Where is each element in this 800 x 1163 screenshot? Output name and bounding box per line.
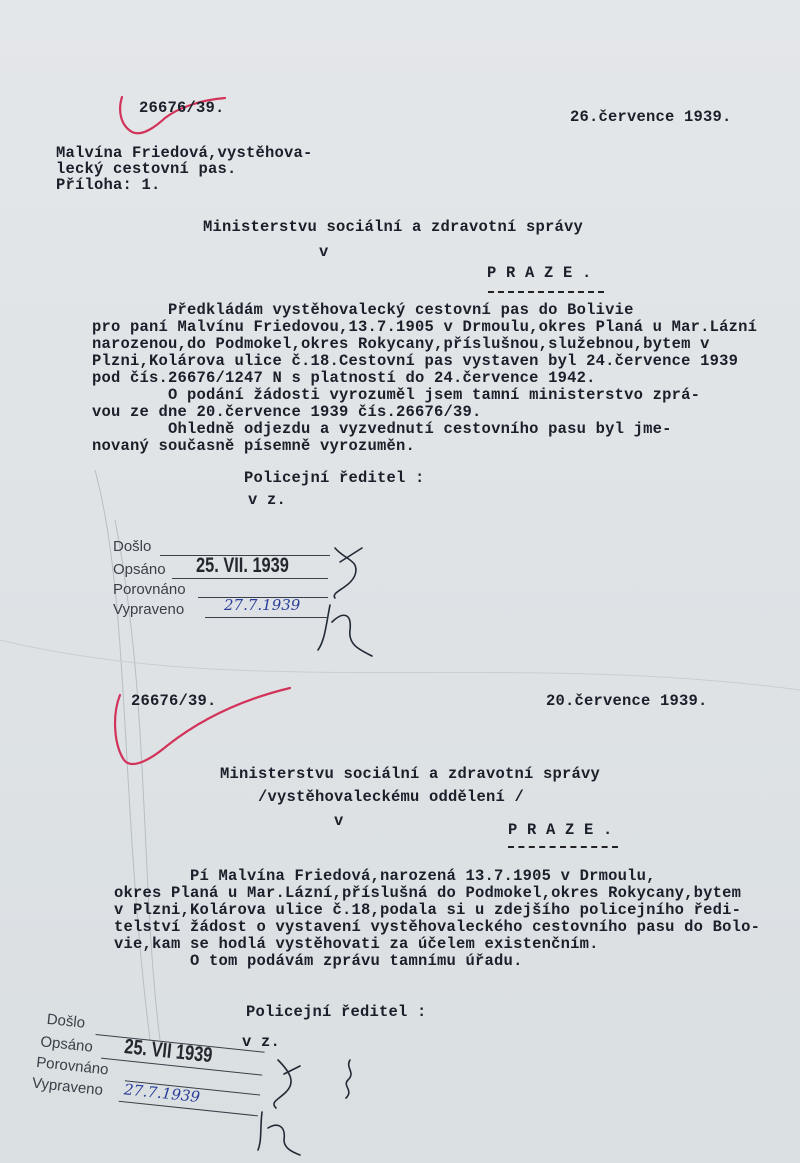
body-line: Předkládám vystěhovalecký cestovní pas do Bolivie (92, 301, 634, 319)
city-underline (508, 846, 618, 848)
handwritten-dispatch-date: 27.7.1939 (224, 596, 301, 614)
body-line: pro paní Malvínu Friedovou,13.7.1905 v Drmoulu,okres Planá u Mar.Lázní (92, 318, 758, 336)
body-line: okres Planá u Mar.Lázní,příslušná do Podmokel,okres Rokycany,bytem (114, 884, 742, 902)
letter2-v: v (334, 812, 344, 830)
body-line: telství žádost o vystavení vystěhovaleckého cestovního pasu do Bolo- (114, 918, 761, 936)
letter1-vz: v z. (248, 491, 287, 509)
initials-5 (346, 1060, 351, 1098)
stamp-label-vypraveno: Vypraveno (31, 1074, 104, 1099)
stamp-line (172, 578, 328, 579)
stamp-label-opsano: Opsáno (113, 561, 166, 578)
letter1-city: P R A Z E . (487, 264, 592, 282)
stamp-label-opsano: Opsáno (39, 1033, 94, 1056)
attachment-line: Příloha: 1. (56, 176, 161, 194)
body-line: vie,kam se hodlá vystěhovati za účelem existenčním. (114, 935, 599, 953)
body-line: narozenou,do Podmokel,okres Rokycany,příslušnou,služebnou,bytem v (92, 335, 710, 353)
body-line: Ohledně odjezdu a vyzvednutí cestovního pasu byl jme- (92, 420, 672, 438)
stamp-label-porovnano: Porovnáno (113, 581, 186, 598)
letter1-addressee: Ministerstvu sociální a zdravotní správy (203, 218, 584, 236)
letter2-addressee: Ministerstvu sociální a zdravotní správy (220, 765, 601, 783)
letter2-signature-title: Policejní ředitel : (246, 1003, 427, 1021)
letter2-city: P R A Z E . (508, 821, 613, 839)
stamp-label-vypraveno: Vypraveno (113, 601, 185, 618)
letter2-reference-number: 26676/39. (131, 692, 217, 710)
body-line: novaný současně písemně vyrozuměn. (92, 437, 416, 455)
stamp-date: 25. VII. 1939 (196, 554, 289, 577)
subject-line: Malvína Friedová,vystěhova- (56, 144, 313, 162)
body-line: O podání žádosti vyrozuměl jsem tamní ministerstvo zprá- (92, 386, 701, 404)
body-line: O tom podávám zprávu tamnímu úřadu. (114, 952, 523, 970)
body-line: Plzni,Kolárova ulice č.18.Cestovní pas vystaven byl 24.července 1939 (92, 352, 739, 370)
handwritten-dispatch-date: 27.7.1939 (123, 1080, 201, 1107)
letter2-date: 20.července 1939. (546, 692, 708, 710)
letter1-signature-title: Policejní ředitel : (244, 469, 425, 487)
letter1-date: 26.července 1939. (570, 108, 732, 126)
stamp-line (205, 617, 328, 618)
stamp-date: 25. VII 1939 (123, 1035, 214, 1068)
letter2-department: /vystěhovaleckému oddělení / (258, 788, 525, 806)
stamp-label-doslo: Došlo (113, 538, 152, 555)
body-line: vou ze dne 20.července 1939 čís.26676/39. (92, 403, 482, 421)
initials-3 (274, 1060, 300, 1108)
letter1-reference-number: 26676/39. (139, 99, 225, 117)
stamp-label-doslo: Došlo (45, 1010, 86, 1032)
letter2-vz: v z. (242, 1033, 281, 1051)
body-line: v Plzni,Kolárova ulice č.18,podala si u zdejšího policejního ředi- (114, 901, 742, 919)
subject-line: lecký cestovní pas. (56, 160, 237, 178)
initials-2 (318, 605, 372, 656)
body-line: pod čís.26676/1247 N s platností do 24.července 1942. (92, 369, 596, 387)
body-line: Pí Malvína Friedová,narozená 13.7.1905 v Drmoulu, (114, 867, 656, 885)
initials-1 (334, 548, 362, 598)
city-underline (488, 291, 604, 293)
letter1-v: v (319, 243, 329, 261)
registry-stamp-2 (26, 1008, 281, 1162)
stamp-label-porovnano: Porovnáno (35, 1053, 110, 1079)
